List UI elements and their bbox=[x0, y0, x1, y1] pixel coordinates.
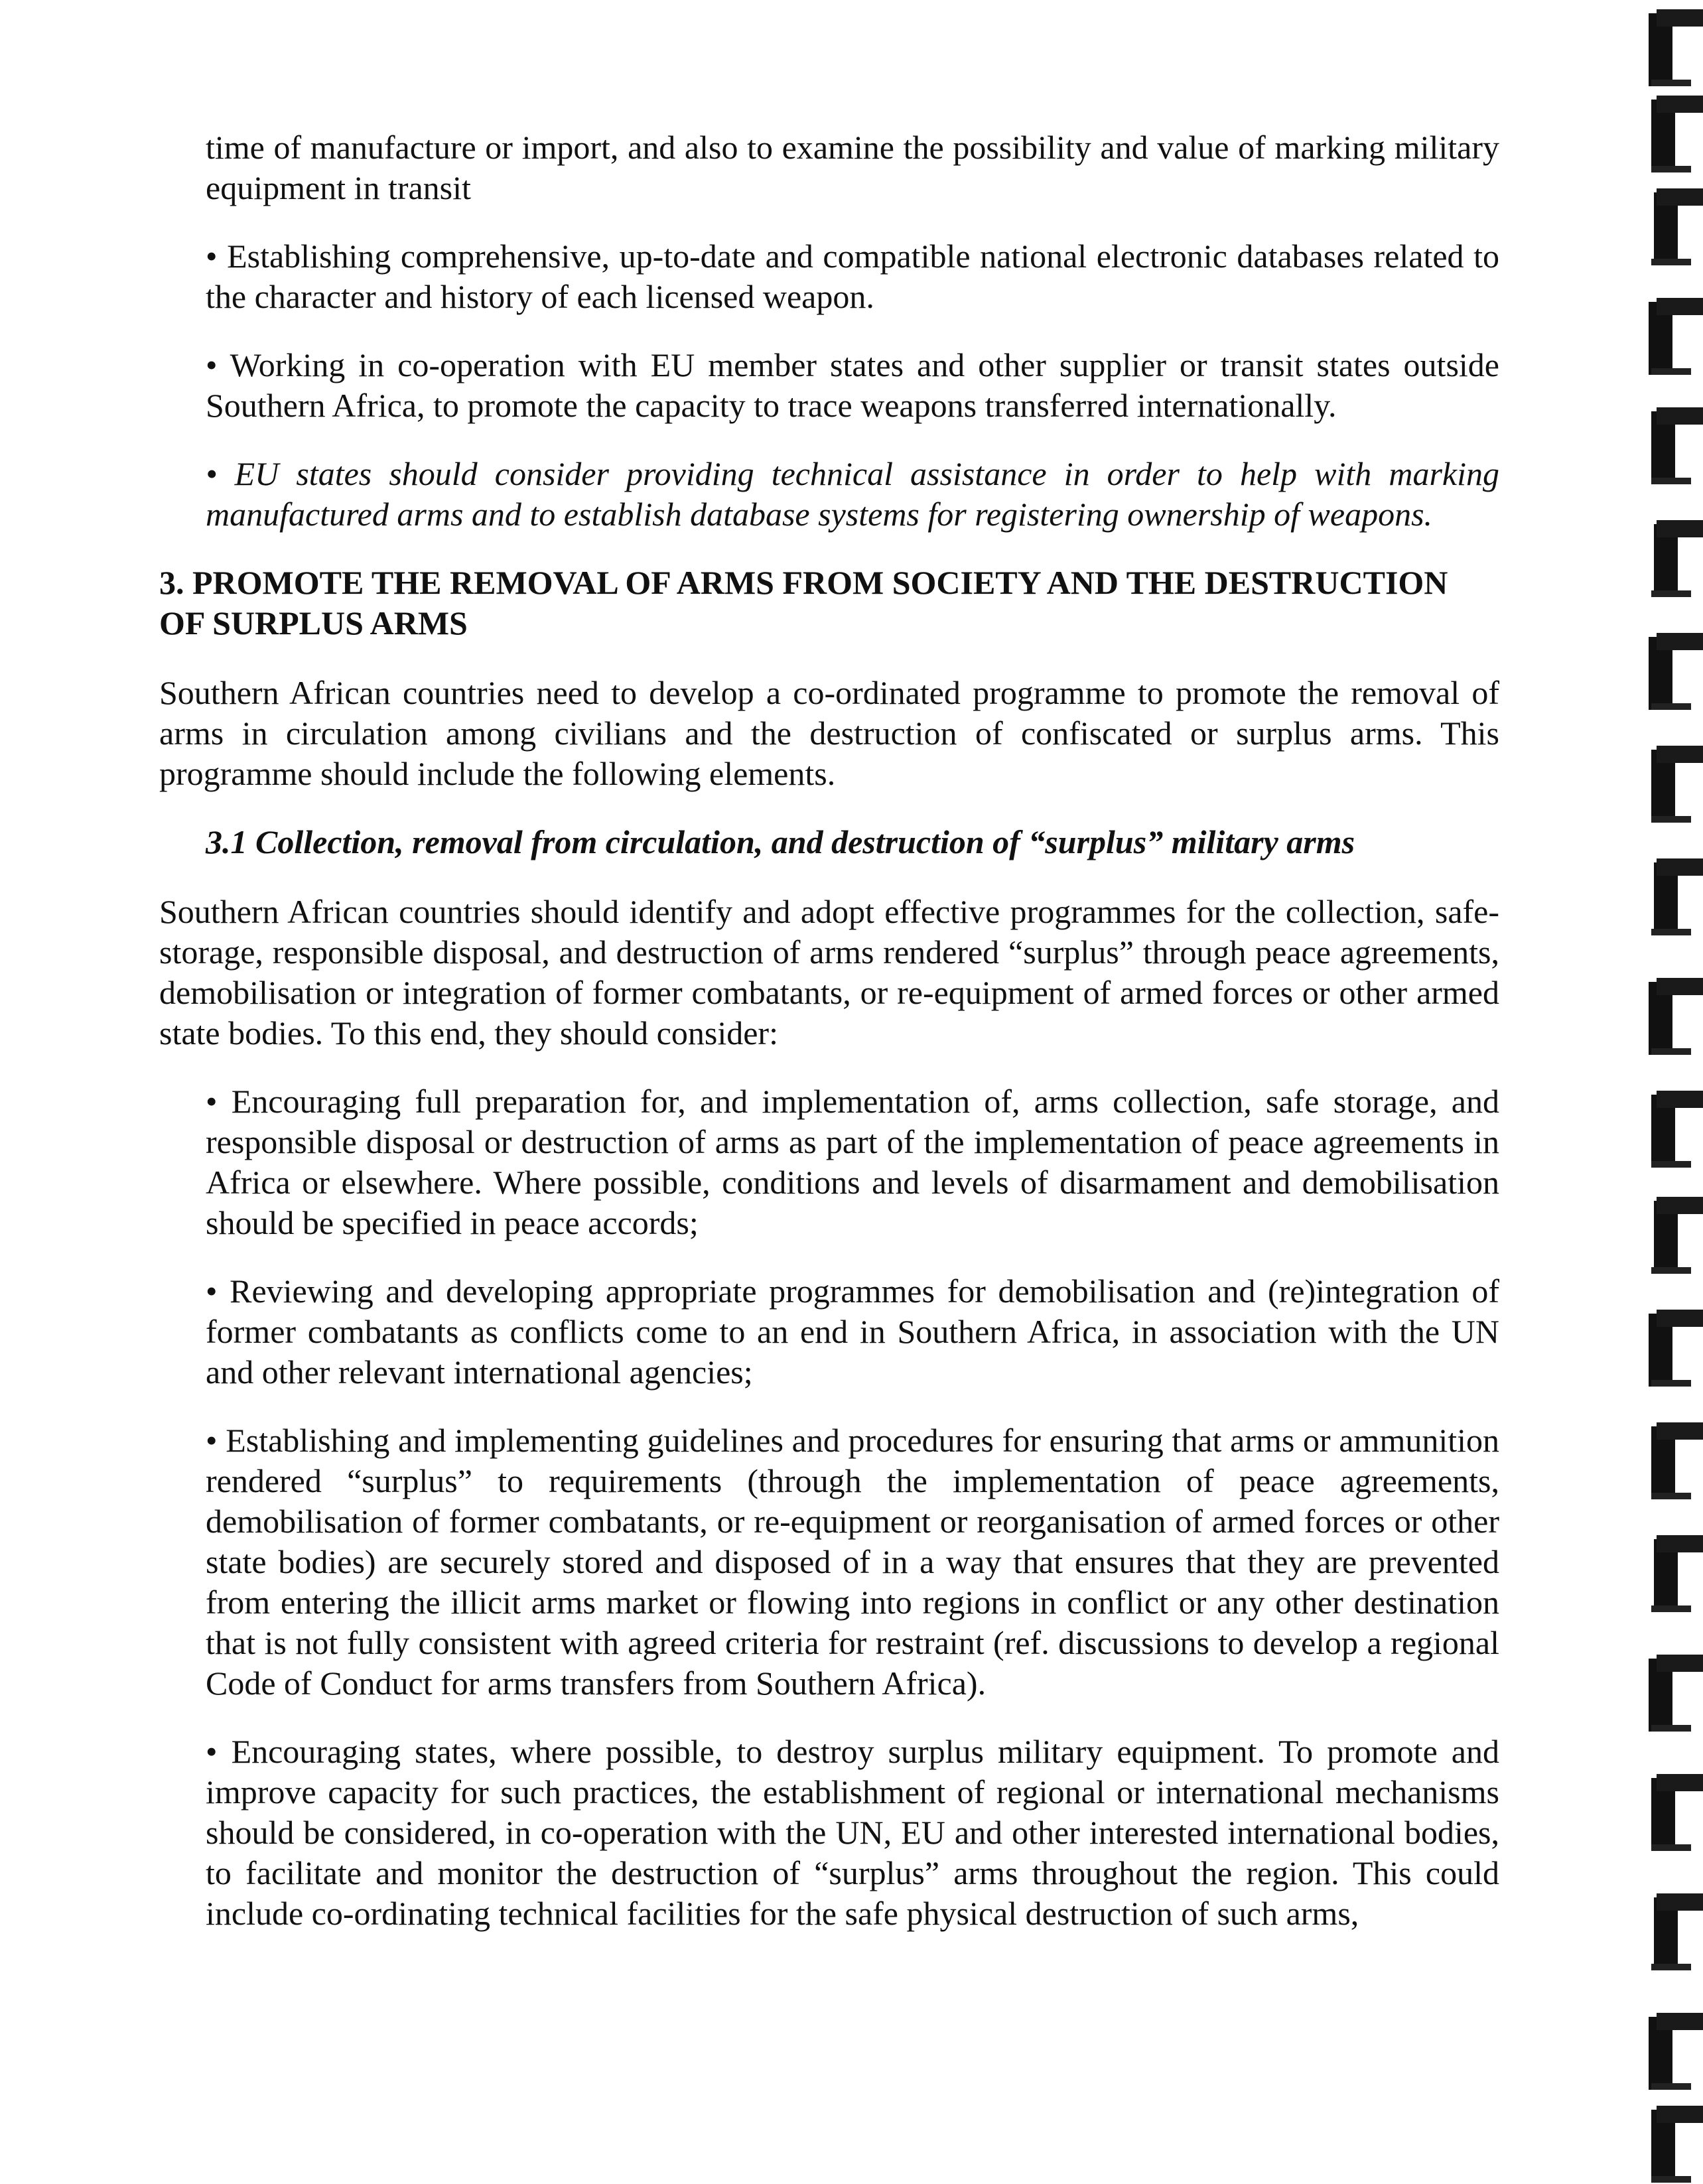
binding-ring-icon bbox=[1649, 9, 1703, 86]
paragraph-text: Working in co-operation with EU member states and other supplier or transit states outside Southern Africa, to promote the capacity to trace weapons transferred internationally. bbox=[206, 346, 1499, 424]
bullet-symbol: • bbox=[206, 238, 218, 275]
binding-ring-icon bbox=[1651, 1091, 1703, 1168]
bullet-symbol: • bbox=[206, 1272, 218, 1310]
binding-ring-icon bbox=[1651, 407, 1703, 484]
binding-ring-icon bbox=[1651, 1422, 1703, 1499]
paragraph-text: EU states should consider providing technical assistance in order to help with marking manufactured arms and to establish database systems for registering ownership of weapons. bbox=[206, 455, 1500, 533]
bullet-symbol: • bbox=[206, 1083, 218, 1120]
binding-rings-icon bbox=[1617, 0, 1703, 2184]
binding-ring-icon bbox=[1651, 1535, 1703, 1612]
binding-ring-icon bbox=[1649, 633, 1703, 710]
paragraph-continuation bbox=[206, 127, 1499, 208]
paragraph-text: Southern African countries should identify and adopt effective programmes for the collection, safe-storage, responsible disposal, and destruction of arms rendered “surplus” through peace agreements, demobilisation or integration of former combatants, or re-equipment of armed forces or other armed state bodies. To this end, they should consider: bbox=[159, 893, 1499, 1052]
subsection-heading bbox=[206, 822, 1499, 862]
paragraph-text: Encouraging states, where possible, to destroy surplus military equipment. To promote and improve capacity for such practices, the establishment of regional or international mechanisms should be considered, in co-operation with the UN, EU and other interested international bodies, to facilitate and monitor the destruction of “surplus” arms throughout the region. This could include co-ordinating technical facilities for the safe physical destruction of such arms, bbox=[206, 1733, 1499, 1932]
bullet-symbol: • bbox=[206, 1422, 218, 1459]
binding-ring-icon bbox=[1651, 858, 1703, 935]
bullet-symbol: • bbox=[206, 455, 218, 492]
bullet-item bbox=[206, 1732, 1499, 1934]
binding-ring-icon bbox=[1649, 1655, 1703, 1732]
bullet-item bbox=[206, 1420, 1499, 1704]
paragraph-text: Southern African countries need to develop a co-ordinated programme to promote the removal of arms in circulation among civilians and the destruction of confiscated or surplus arms. This programme should include the following elements. bbox=[159, 674, 1499, 792]
binding-ring-icon bbox=[1651, 2106, 1703, 2183]
binding-ring-icon bbox=[1649, 298, 1703, 375]
binding-ring-icon bbox=[1651, 1893, 1703, 1970]
binding-ring-icon bbox=[1651, 520, 1703, 597]
binding-ring-icon bbox=[1651, 1774, 1703, 1851]
subsection-heading-text: 3.1 Collection, removal from circulation, and destruction of “surplus” military arms bbox=[206, 823, 1355, 860]
paragraph-text: Establishing and implementing guidelines and procedures for ensuring that arms or ammunition rendered “surplus” to requirements (through the implementation of peace agreements, demobilisation of former combatants, or re-equipment or reorganisation of armed forces or other state bodies) are securely stored and disposed of in a way that ensures that they are prevented from entering the illicit arms market or flowing into regions in conflict or any other destination that is not fully consistent with agreed criteria for restraint (ref. discussions to develop a regional Code of Conduct for arms transfers from Southern Africa). bbox=[206, 1422, 1500, 1702]
bullet-item bbox=[206, 236, 1499, 317]
bullet-item bbox=[206, 345, 1499, 426]
paragraph-text: Reviewing and developing appropriate programmes for demobilisation and (re)integration of former combatants as conflicts come to an end in Southern Africa, in association with the UN and other relevant international agencies; bbox=[206, 1272, 1500, 1391]
section-heading bbox=[159, 563, 1499, 644]
binding-ring-icon bbox=[1651, 188, 1703, 265]
bullet-symbol: • bbox=[206, 346, 218, 383]
paragraph-text: time of manufacture or import, and also to examine the possibility and value of marking military equipment in transit bbox=[206, 129, 1499, 206]
bullet-symbol: • bbox=[206, 1733, 218, 1770]
binding-ring-icon bbox=[1651, 1197, 1703, 1274]
binding-ring-icon bbox=[1649, 1310, 1703, 1387]
binding-ring-icon bbox=[1649, 978, 1703, 1055]
document-body bbox=[159, 127, 1499, 1962]
section-heading-text: 3. PROMOTE THE REMOVAL OF ARMS FROM SOCIETY AND THE DESTRUCTION OF SURPLUS ARMS bbox=[159, 564, 1448, 642]
body-paragraph bbox=[159, 892, 1499, 1054]
paragraph-text: Establishing comprehensive, up-to-date and compatible national electronic databases related to the character and history of each licensed weapon. bbox=[206, 238, 1500, 315]
paragraph-text: Encouraging full preparation for, and implementation of, arms collection, safe storage, and responsible disposal or destruction of arms as part of the implementation of peace agreements in Africa or elsewhere. Where possible, conditions and levels of disarmament and demobilisation should be specified in peace accords; bbox=[206, 1083, 1499, 1241]
bullet-item bbox=[206, 1271, 1499, 1393]
bullet-item-italic bbox=[206, 454, 1499, 535]
spiral-binding bbox=[1617, 0, 1703, 2184]
bullet-item bbox=[206, 1081, 1499, 1243]
binding-ring-icon bbox=[1649, 2013, 1703, 2090]
binding-ring-icon bbox=[1651, 96, 1703, 172]
body-paragraph bbox=[159, 673, 1499, 794]
binding-ring-icon bbox=[1651, 746, 1703, 823]
